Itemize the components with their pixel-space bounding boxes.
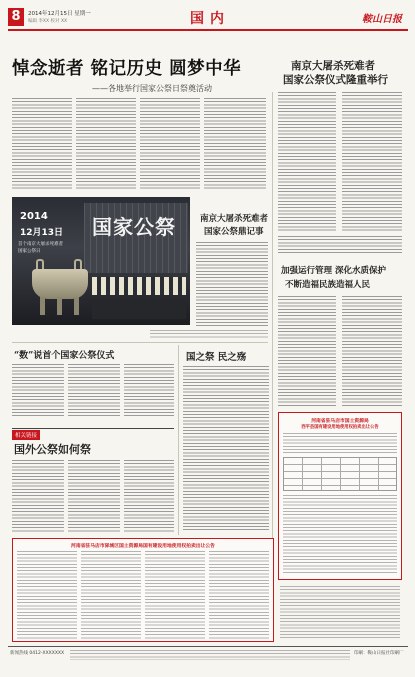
- notice-right-continued: [280, 586, 400, 640]
- notice-bottom-col-1: [17, 551, 77, 639]
- footer-middle: [70, 650, 350, 660]
- notice-bottom-title: 河南省驻马店市驿城区国土资源局国有建设用地使用权拍卖出让公告: [71, 543, 215, 549]
- notice-right: [278, 412, 402, 580]
- bronze-ding-image: [30, 259, 90, 317]
- photo-caption-2: 国家公祭日: [18, 249, 41, 254]
- middle-story-body: [196, 242, 268, 326]
- lead-body-col-3: [140, 98, 200, 190]
- photo-date: 12月13日: [20, 228, 64, 238]
- masthead-rule: [8, 29, 408, 31]
- feature-story-headline: 国之祭 民之殇: [186, 352, 247, 363]
- feature-story-body: [183, 366, 269, 532]
- lead-body-col-2: [76, 98, 136, 190]
- data-story-headline: “数”说首个国家公祭仪式: [14, 351, 115, 361]
- link-body-col-2: [68, 460, 120, 532]
- lead-headline: 悼念逝者 铭记历史 圆梦中华: [12, 59, 242, 79]
- link-section-headline: 国外公祭如何祭: [14, 443, 91, 456]
- photo-title: 国家公祭: [92, 215, 176, 239]
- right-mid-headline-2: 不断造福民族造福人民: [285, 280, 371, 290]
- editor-line: 编辑 李XX 校对 XX: [28, 19, 68, 24]
- middle-story-headline-1: 南京大屠杀死难者: [200, 214, 269, 224]
- right-mid-body-col-2: [342, 296, 402, 406]
- link-body-col-1: [12, 460, 64, 532]
- notice-bottom-col-4: [209, 551, 269, 639]
- memorial-photo: [12, 197, 190, 325]
- middle-story-headline-2: 国家公祭鼎记事: [204, 227, 264, 237]
- right-mid-headline-1: 加强运行管理 深化水质保护: [281, 266, 386, 276]
- right-mid-body-col-1: [278, 296, 336, 406]
- link-section-tag: 相关链接: [12, 430, 40, 440]
- photo-year: 2014: [20, 211, 48, 222]
- page-number: 8: [8, 8, 24, 26]
- notice-right-title-2: 西平县国有建设用地使用权拍卖出让公告: [301, 425, 379, 430]
- link-body-col-3: [124, 460, 174, 532]
- notice-bottom-col-2: [81, 551, 141, 639]
- wreath-row: [92, 277, 186, 295]
- lead-body-col-1: [12, 98, 72, 190]
- issue-date: 2014年12月15日 星期一: [28, 11, 91, 17]
- notice-right-title-1: 河南省驻马店市国土资源局: [311, 418, 369, 424]
- footer-rule: [8, 646, 408, 647]
- link-section-bar: [12, 428, 174, 429]
- notice-bottom-col-3: [145, 551, 205, 639]
- middle-story-body-lower: [150, 330, 268, 338]
- notice-right-table: [283, 457, 397, 491]
- column-divider-right: [272, 92, 273, 580]
- right-story-headline-2: 国家公祭仪式隆重举行: [283, 74, 388, 86]
- lead-body-col-5: [204, 148, 266, 190]
- data-story-body-col-3: [124, 364, 174, 416]
- section-divider-1: [12, 342, 268, 343]
- right-story-headline-1: 南京大屠杀死难者: [291, 60, 375, 72]
- notice-right-body: [283, 433, 397, 453]
- photo-caption-1: 首个南京大屠杀死难者: [18, 242, 63, 247]
- lead-subhead: ——各地举行国家公祭日祭奠活动: [92, 84, 212, 93]
- right-story-body-col-1: [278, 92, 336, 232]
- notice-right-body-lower: [283, 495, 397, 575]
- feature-divider: [178, 345, 179, 535]
- section-title: 国内: [190, 11, 230, 27]
- notice-bottom: [12, 538, 274, 642]
- data-story-body-col-1: [12, 364, 64, 416]
- paper-name: 鞍山日报: [362, 14, 402, 25]
- right-story-body-col-2: [342, 92, 402, 232]
- data-story-body-col-2: [68, 364, 120, 416]
- footer-left: 新闻热线 0412-XXXXXXX: [10, 651, 65, 656]
- right-story-body-col-3: [278, 236, 402, 254]
- photo-ground: [92, 299, 186, 319]
- footer-right: 印刷：鞍山日报社印刷厂: [354, 651, 404, 656]
- masthead: [8, 8, 408, 28]
